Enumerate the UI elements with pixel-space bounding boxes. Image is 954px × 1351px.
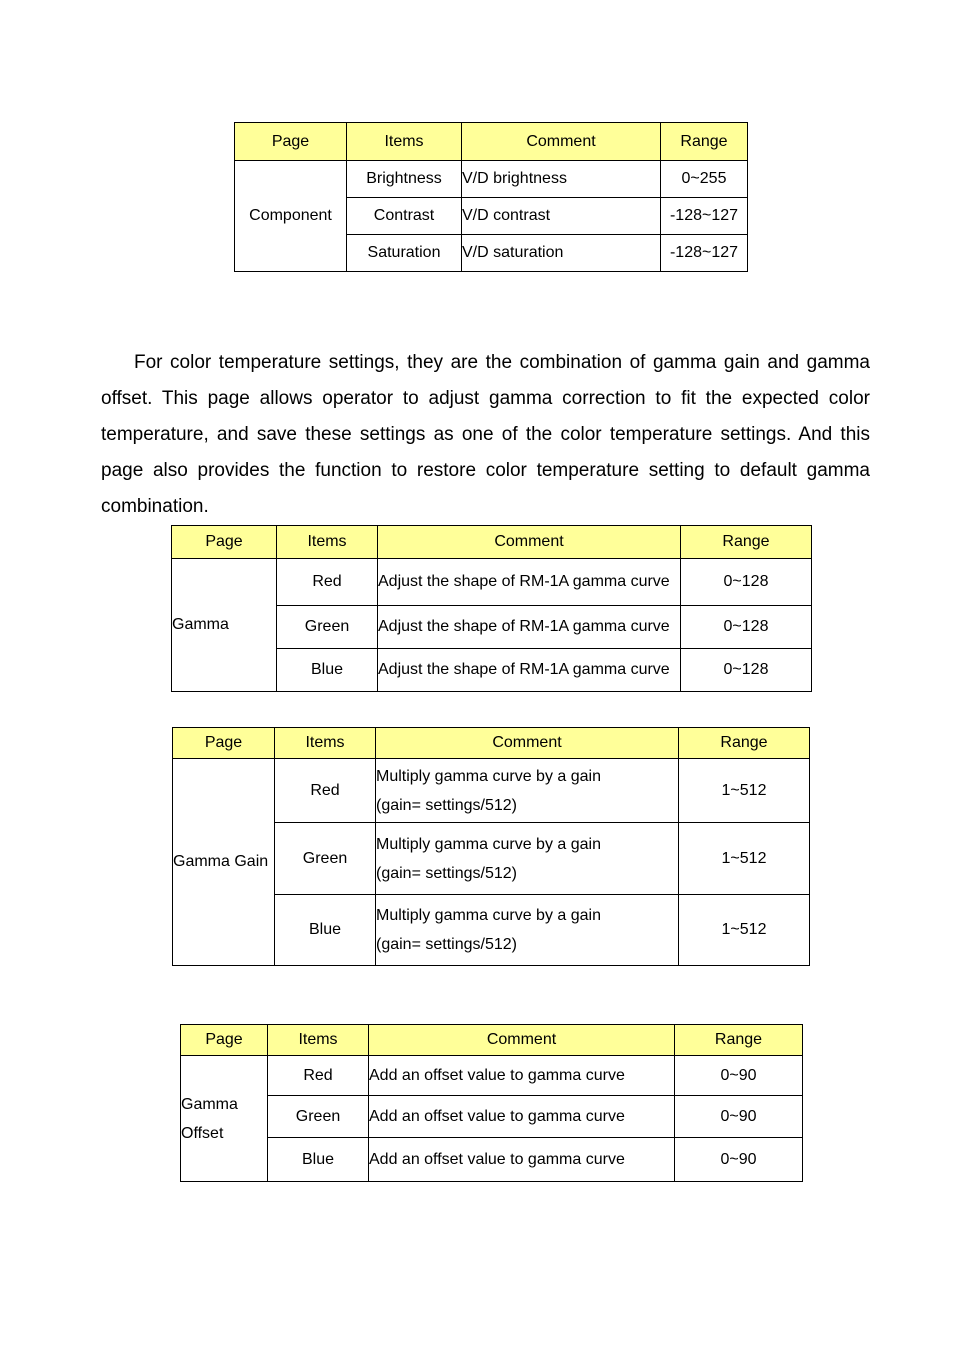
range-cell: 1~512	[679, 895, 810, 966]
comment-cell: Add an offset value to gamma curve	[369, 1138, 675, 1182]
page-cell: Component	[235, 161, 347, 272]
header-comment: Comment	[462, 123, 661, 161]
header-items: Items	[277, 526, 378, 559]
comment-line: (gain= settings/512)	[376, 796, 517, 814]
range-cell: 0~128	[681, 606, 812, 649]
header-items: Items	[268, 1025, 369, 1056]
comment-cell: Add an offset value to gamma curve	[369, 1056, 675, 1096]
item-cell: Contrast	[347, 198, 462, 235]
comment-cell: V/D brightness	[462, 161, 661, 198]
item-cell: Red	[275, 759, 376, 823]
gamma-table	[171, 525, 812, 692]
item-cell: Green	[268, 1096, 369, 1138]
page-line: Offset	[181, 1124, 224, 1142]
range-cell: 0~255	[661, 161, 748, 198]
range-cell: -128~127	[661, 198, 748, 235]
item-cell: Green	[275, 823, 376, 895]
item-cell: Blue	[277, 649, 378, 692]
gamma-gain-table	[172, 727, 810, 966]
page-cell: Gamma	[172, 559, 277, 692]
gamma-offset-table	[180, 1024, 803, 1182]
comment-cell: Adjust the shape of RM-1A gamma curve	[378, 559, 681, 606]
item-cell: Red	[268, 1056, 369, 1096]
comment-cell: Add an offset value to gamma curve	[369, 1096, 675, 1138]
range-cell: 1~512	[679, 823, 810, 895]
color-temperature-paragraph: For color temperature settings, they are the combination of gamma gain and gamma offset. This page allows operator to adjust gamma correction to fit the expected color temperature, and save these settings as one of the color temperature settings. And this page also provides the function to restore color temperature setting to default gamma combination.	[101, 352, 870, 517]
header-page: Page	[173, 728, 275, 759]
item-cell: Blue	[275, 895, 376, 966]
comment-line: (gain= settings/512)	[376, 936, 517, 953]
range-cell: 0~128	[681, 559, 812, 606]
comment-cell: V/D contrast	[462, 198, 661, 235]
comment-line: Multiply gamma curve by a gain	[376, 907, 601, 924]
header-page: Page	[172, 526, 277, 559]
range-cell: 0~90	[675, 1138, 803, 1182]
item-cell: Brightness	[347, 161, 462, 198]
item-cell: Saturation	[347, 235, 462, 272]
comment-cell	[376, 823, 679, 895]
page-cell: Gamma Gain	[173, 759, 275, 966]
comment-line: Multiply gamma curve by a gain	[376, 767, 601, 785]
comment-cell	[376, 895, 679, 966]
header-comment: Comment	[369, 1025, 675, 1056]
comment-cell: Adjust the shape of RM-1A gamma curve	[378, 606, 681, 649]
header-comment: Comment	[378, 526, 681, 559]
comment-cell	[376, 759, 679, 823]
range-cell: 0~90	[675, 1056, 803, 1096]
comment-cell: Adjust the shape of RM-1A gamma curve	[378, 649, 681, 692]
comment-cell: V/D saturation	[462, 235, 661, 272]
header-items: Items	[347, 123, 462, 161]
range-cell: 1~512	[679, 759, 810, 823]
item-cell: Red	[277, 559, 378, 606]
page-cell	[181, 1056, 268, 1182]
comment-line: Multiply gamma curve by a gain	[376, 835, 601, 853]
component-table	[234, 122, 748, 272]
header-comment: Comment	[376, 728, 679, 759]
header-items: Items	[275, 728, 376, 759]
item-cell: Blue	[268, 1138, 369, 1182]
header-range: Range	[661, 123, 748, 161]
header-range: Range	[675, 1025, 803, 1056]
page-line: Gamma	[181, 1095, 238, 1113]
range-cell: -128~127	[661, 235, 748, 272]
header-page: Page	[235, 123, 347, 161]
header-range: Range	[679, 728, 810, 759]
comment-line: (gain= settings/512)	[376, 864, 517, 882]
header-range: Range	[681, 526, 812, 559]
range-cell: 0~90	[675, 1096, 803, 1138]
item-cell: Green	[277, 606, 378, 649]
header-page: Page	[181, 1025, 268, 1056]
range-cell: 0~128	[681, 649, 812, 692]
